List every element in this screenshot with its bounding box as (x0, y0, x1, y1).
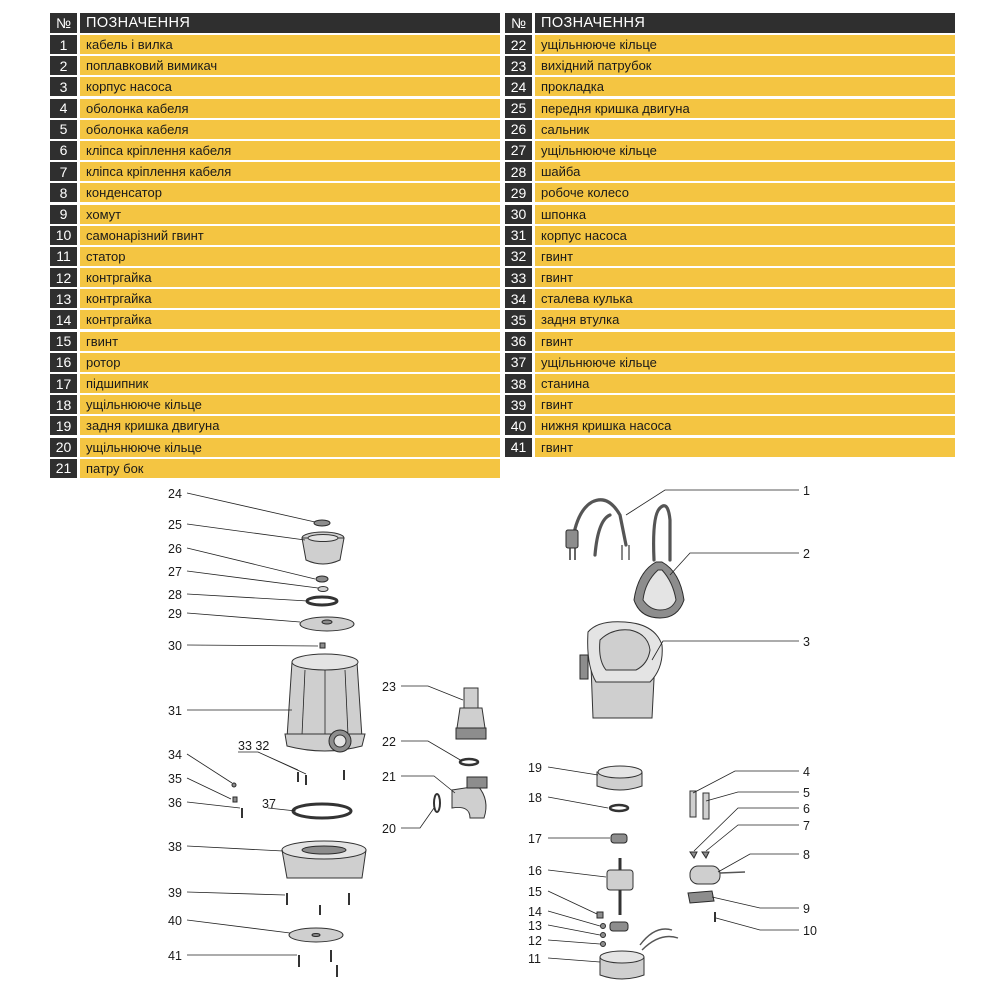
callout-label: 12 (528, 934, 542, 948)
part-name: кліпса кріплення кабеля (80, 162, 500, 181)
part-name: задня кришка двигуна (80, 416, 500, 435)
part-number: 14 (50, 310, 77, 329)
name-column-header: ПОЗНАЧЕННЯ (80, 13, 500, 33)
washer-part (307, 597, 337, 605)
callout-label: 3 (803, 635, 810, 649)
callout-label: 14 (528, 905, 542, 919)
locknut-part (601, 942, 606, 947)
table-row (50, 247, 500, 266)
part-number: 3 (50, 77, 77, 96)
part-name: вихідний патрубок (535, 56, 955, 75)
table-row (50, 205, 500, 224)
part-name: задня втулка (535, 310, 955, 329)
part-number: 6 (50, 141, 77, 160)
part-number: 28 (505, 162, 532, 181)
part-name: кліпса кріплення кабеля (80, 141, 500, 160)
callout-label: 18 (528, 791, 542, 805)
part-name: оболонка кабеля (80, 99, 500, 118)
base-part (282, 841, 366, 878)
callout-label: 28 (168, 588, 182, 602)
part-number: 2 (50, 56, 77, 75)
part-name: гвинт (535, 247, 955, 266)
table-row (50, 395, 500, 414)
part-number: 4 (50, 99, 77, 118)
table-row (50, 162, 500, 181)
part-number: 21 (50, 459, 77, 478)
part-name: нижня кришка насоса (535, 416, 955, 435)
callout-label: 36 (168, 796, 182, 810)
callout-label: 9 (803, 902, 810, 916)
table-row (505, 35, 955, 54)
rear-bushing-part (233, 797, 237, 802)
locknut-part (601, 924, 606, 929)
outlet-nozzle-part (456, 688, 486, 739)
callout-label: 22 (382, 735, 396, 749)
part-name: ущільнююче кільце (80, 438, 500, 457)
part-number: 31 (505, 226, 532, 245)
part-number: 38 (505, 374, 532, 393)
callout-label: 17 (528, 832, 542, 846)
part-name: ущільнююче кільце (535, 35, 955, 54)
table-row (505, 247, 955, 266)
part-number: 37 (505, 353, 532, 372)
callout-label: 11 (528, 952, 541, 966)
table-row (50, 226, 500, 245)
callout-label: 33 32 (238, 739, 270, 753)
table-row (505, 205, 955, 224)
table-row (505, 310, 955, 329)
part-name: ущільнююче кільце (535, 353, 955, 372)
pump-body-part (580, 622, 662, 718)
callout-label: 38 (168, 840, 182, 854)
part-name: корпус насоса (535, 226, 955, 245)
callout-labels (168, 484, 817, 966)
table-row (50, 56, 500, 75)
table-header (50, 13, 500, 33)
part-number: 11 (50, 247, 77, 266)
table-row (50, 35, 500, 54)
table-row (50, 77, 500, 96)
part-name: оболонка кабеля (80, 120, 500, 139)
sealing-ring-part (434, 794, 440, 812)
part-name: кабель і вилка (80, 35, 500, 54)
callout-label: 34 (168, 748, 182, 762)
table-row (50, 120, 500, 139)
part-number: 33 (505, 268, 532, 287)
part-number: 24 (505, 77, 532, 96)
table-row (505, 395, 955, 414)
part-number: 34 (505, 289, 532, 308)
part-number: 5 (50, 120, 77, 139)
screw-part (287, 893, 349, 915)
name-column-header: ПОЗНАЧЕННЯ (535, 13, 955, 33)
sealing-ring-part (293, 804, 351, 818)
part-number: 41 (505, 438, 532, 457)
part-number: 29 (505, 183, 532, 202)
bearing-part (611, 834, 627, 843)
callout-label: 41 (168, 949, 182, 963)
part-number: 26 (505, 120, 532, 139)
part-name: статор (80, 247, 500, 266)
callout-label: 24 (168, 487, 182, 501)
table-row (50, 374, 500, 393)
part-number: 39 (505, 395, 532, 414)
part-name: шайба (535, 162, 955, 181)
table-row (505, 289, 955, 308)
part-number: 1 (50, 35, 77, 54)
key-part (320, 643, 325, 648)
table-row (50, 99, 500, 118)
sealing-ring-part (318, 587, 328, 592)
callout-label: 4 (803, 765, 810, 779)
callout-label: 7 (803, 819, 810, 833)
table-row (505, 120, 955, 139)
part-number: 22 (505, 35, 532, 54)
part-name: хомут (80, 205, 500, 224)
part-name: передня кришка двигуна (535, 99, 955, 118)
part-name: контргайка (80, 289, 500, 308)
cable-sheath-part (703, 793, 709, 819)
sealing-ring-part (610, 805, 628, 811)
cable-clip-part (690, 852, 697, 858)
part-number: 36 (505, 332, 532, 351)
part-number: 30 (505, 205, 532, 224)
callout-label: 29 (168, 607, 182, 621)
callout-label: 25 (168, 518, 182, 532)
part-number: 32 (505, 247, 532, 266)
exploded-view-diagram (0, 470, 1000, 1000)
callout-label: 19 (528, 761, 542, 775)
part-name: патру бок (80, 459, 500, 478)
callout-label: 13 (528, 919, 542, 933)
callout-label: 40 (168, 914, 182, 928)
table-row (50, 268, 500, 287)
callout-label: 35 (168, 772, 182, 786)
table-row (505, 162, 955, 181)
part-number: 23 (505, 56, 532, 75)
locknut-part (601, 933, 606, 938)
table-row (50, 289, 500, 308)
callout-label: 26 (168, 542, 182, 556)
part-name: ущільнююче кільце (80, 395, 500, 414)
pump-housing-part (285, 654, 365, 752)
rear-motor-cover-part (597, 766, 642, 790)
table-row (505, 183, 955, 202)
part-name: гвинт (535, 332, 955, 351)
part-name: гвинт (535, 268, 955, 287)
elbow-pipe-part (452, 777, 487, 818)
part-number: 20 (50, 438, 77, 457)
callout-label: 8 (803, 848, 810, 862)
parts-table-left (50, 13, 500, 480)
part-number: 15 (50, 332, 77, 351)
callout-label: 31 (168, 704, 182, 718)
part-name: корпус насоса (80, 77, 500, 96)
cable-and-plug-part (566, 500, 670, 560)
table-row (505, 374, 955, 393)
capacitor-part (690, 866, 745, 884)
part-name: самонарізний гвинт (80, 226, 500, 245)
callout-label: 2 (803, 547, 810, 561)
cable-sheath-part (690, 791, 696, 817)
table-row (50, 310, 500, 329)
table-row (50, 416, 500, 435)
callout-label: 20 (382, 822, 396, 836)
rotor-part (607, 858, 633, 915)
part-name: робоче колесо (535, 183, 955, 202)
callout-label: 6 (803, 802, 810, 816)
part-name: гвинт (535, 395, 955, 414)
part-name: станина (535, 374, 955, 393)
part-name: гвинт (535, 438, 955, 457)
gasket-part (314, 520, 330, 526)
table-row (50, 183, 500, 202)
table-row (505, 99, 955, 118)
part-name: прокладка (535, 77, 955, 96)
seal-part (316, 576, 328, 582)
part-number: 12 (50, 268, 77, 287)
part-name: ротор (80, 353, 500, 372)
part-number: 8 (50, 183, 77, 202)
part-number: 17 (50, 374, 77, 393)
callout-label: 23 (382, 680, 396, 694)
callout-label: 37 (262, 797, 276, 811)
parts-table-right (505, 13, 955, 459)
part-number: 7 (50, 162, 77, 181)
table-row (505, 332, 955, 351)
part-name: сальник (535, 120, 955, 139)
bottom-cover-part (289, 928, 343, 942)
part-name: підшипник (80, 374, 500, 393)
part-number: 40 (505, 416, 532, 435)
callout-label: 39 (168, 886, 182, 900)
part-number: 18 (50, 395, 77, 414)
part-number: 9 (50, 205, 77, 224)
cable-clip-part (702, 852, 709, 858)
table-row (50, 141, 500, 160)
part-number: 10 (50, 226, 77, 245)
table-row (505, 56, 955, 75)
part-name: контргайка (80, 268, 500, 287)
part-name: ущільнююче кільце (535, 141, 955, 160)
part-name: гвинт (80, 332, 500, 351)
part-name: контргайка (80, 310, 500, 329)
part-name: поплавковий вимикач (80, 56, 500, 75)
table-row (505, 438, 955, 457)
clamp-part (688, 891, 714, 903)
table-row (505, 141, 955, 160)
callout-label: 16 (528, 864, 542, 878)
steel-ball-part (232, 783, 236, 787)
callout-label: 5 (803, 786, 810, 800)
part-number: 13 (50, 289, 77, 308)
table-row (50, 332, 500, 351)
screw-part (299, 950, 337, 977)
table-row (50, 438, 500, 457)
table-row (505, 353, 955, 372)
table-row (505, 226, 955, 245)
callout-label: 1 (803, 484, 810, 498)
sealing-ring-part (460, 759, 478, 765)
float-switch-part (634, 562, 684, 618)
table-row (505, 268, 955, 287)
callout-label: 27 (168, 565, 182, 579)
number-column-header: № (50, 13, 77, 33)
screw-part (597, 912, 603, 918)
callout-label: 21 (382, 770, 396, 784)
part-name: шпонка (535, 205, 955, 224)
table-row (50, 353, 500, 372)
callout-label: 10 (803, 924, 817, 938)
part-number: 27 (505, 141, 532, 160)
table-row (505, 77, 955, 96)
part-number: 19 (50, 416, 77, 435)
part-number: 25 (505, 99, 532, 118)
stator-part (600, 922, 678, 979)
screw-part (298, 770, 344, 785)
outlet-assembly (434, 688, 487, 818)
table-header (505, 13, 955, 33)
part-number: 35 (505, 310, 532, 329)
callout-label: 15 (528, 885, 542, 899)
callout-label: 30 (168, 639, 182, 653)
right-assembly (566, 500, 745, 979)
part-number: 16 (50, 353, 77, 372)
table-row (505, 416, 955, 435)
part-name: конденсатор (80, 183, 500, 202)
part-name: сталева кулька (535, 289, 955, 308)
front-motor-cover-part (302, 532, 344, 564)
number-column-header: № (505, 13, 532, 33)
impeller-part (300, 617, 354, 631)
